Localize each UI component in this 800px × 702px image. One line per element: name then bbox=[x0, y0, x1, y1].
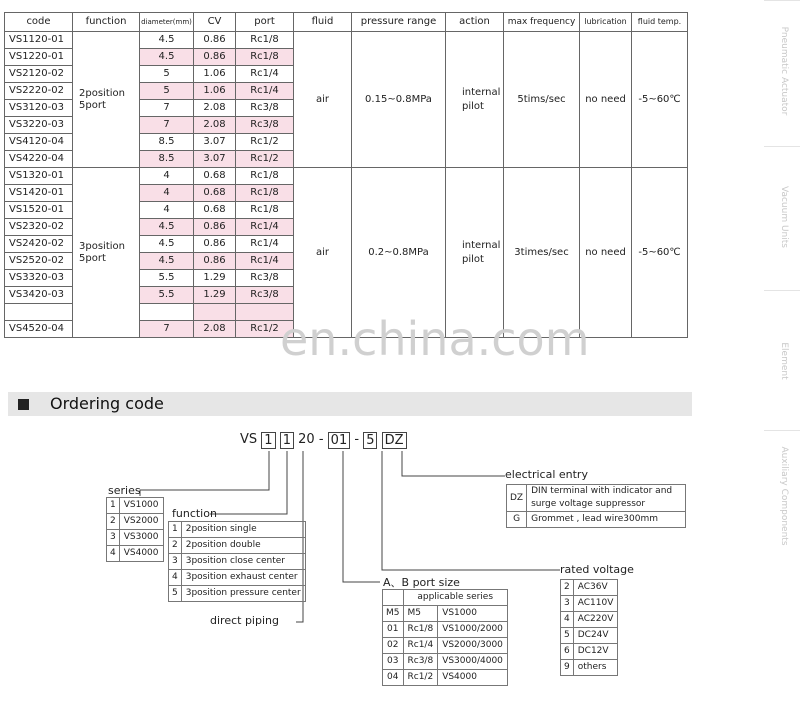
electrical-entry-table bbox=[506, 484, 686, 528]
option-code: 4 bbox=[169, 570, 182, 586]
cell-code: VS1120-01 bbox=[5, 32, 73, 49]
cell-port: Rc1/8 bbox=[236, 202, 294, 219]
port-size-label: A、B port size bbox=[383, 576, 460, 589]
cell-diameter: 8.5 bbox=[140, 151, 194, 168]
cell-cv: 3.07 bbox=[194, 134, 236, 151]
series-row bbox=[107, 530, 164, 546]
option-code: 04 bbox=[383, 670, 404, 686]
port-size-row bbox=[383, 670, 508, 686]
header-code: code bbox=[5, 13, 73, 32]
cell-code: VS2520-02 bbox=[5, 253, 73, 270]
option-value: VS4000 bbox=[119, 546, 163, 562]
function-row bbox=[169, 538, 306, 554]
option-value: 3position exhaust center bbox=[181, 570, 305, 586]
series-table bbox=[106, 497, 164, 562]
cell-cv: 1.06 bbox=[194, 66, 236, 83]
cell-port: Rc3/8 bbox=[236, 100, 294, 117]
option-value: 3position pressure center bbox=[181, 586, 305, 602]
header-fluid: fluid bbox=[294, 13, 352, 32]
option-value: Rc1/8 bbox=[403, 622, 438, 638]
option-code: 01 bbox=[383, 622, 404, 638]
cell-port: Rc3/8 bbox=[236, 270, 294, 287]
option-value: VS1000 bbox=[119, 498, 163, 514]
series-label: series bbox=[108, 484, 141, 497]
cell-code: VS2220-02 bbox=[5, 83, 73, 100]
cell-diameter: 7 bbox=[140, 100, 194, 117]
header-cv: CV bbox=[194, 13, 236, 32]
option-value: others bbox=[573, 660, 618, 676]
cell-action: internal pilot bbox=[446, 168, 504, 338]
option-value: 3position close center bbox=[181, 554, 305, 570]
function-row bbox=[169, 554, 306, 570]
option-value: VS3000/4000 bbox=[438, 654, 508, 670]
cell-code: VS1320-01 bbox=[5, 168, 73, 185]
option-value: AC110V bbox=[573, 596, 618, 612]
header-port: port bbox=[236, 13, 294, 32]
code-series-box: 1 bbox=[261, 432, 275, 449]
option-code: 3 bbox=[561, 596, 574, 612]
cell-diameter: 4.5 bbox=[140, 219, 194, 236]
voltage-row bbox=[561, 644, 618, 660]
cell-diameter: 5 bbox=[140, 66, 194, 83]
cell-cv: 0.86 bbox=[194, 236, 236, 253]
option-value: Rc1/2 bbox=[403, 670, 438, 686]
cell-diameter: 7 bbox=[140, 117, 194, 134]
cell-cv: 0.86 bbox=[194, 253, 236, 270]
option-value: VS4000 bbox=[438, 670, 508, 686]
cell-diameter: 4 bbox=[140, 168, 194, 185]
cell-pressure: 0.15~0.8MPa bbox=[352, 32, 446, 168]
code-port-box: 01 bbox=[328, 432, 351, 449]
code-piping: 20 bbox=[298, 432, 315, 447]
option-code: 6 bbox=[561, 644, 574, 660]
option-code: 02 bbox=[383, 638, 404, 654]
cell-lubrication: no need bbox=[580, 168, 632, 338]
header-function: function bbox=[73, 13, 140, 32]
option-value: 2position double bbox=[181, 538, 305, 554]
cell-code: VS2420-02 bbox=[5, 236, 73, 253]
option-value: Rc1/4 bbox=[403, 638, 438, 654]
port-size-row bbox=[383, 638, 508, 654]
code-dash-2: - bbox=[354, 432, 360, 447]
option-code: 2 bbox=[169, 538, 182, 554]
table-header-row bbox=[383, 590, 508, 606]
side-tab-label: Vacuum Units bbox=[779, 186, 789, 248]
cell-code: VS2120-02 bbox=[5, 66, 73, 83]
option-value: DC12V bbox=[573, 644, 618, 660]
cell-diameter: 5.5 bbox=[140, 287, 194, 304]
watermark: en.china.com bbox=[280, 312, 590, 366]
series-row bbox=[107, 514, 164, 530]
voltage-row bbox=[561, 660, 618, 676]
option-value: VS3000 bbox=[119, 530, 163, 546]
cell-frequency: 5tims/sec bbox=[504, 32, 580, 168]
cell-cv: 0.86 bbox=[194, 32, 236, 49]
option-code: M5 bbox=[383, 606, 404, 622]
option-code: G bbox=[507, 512, 527, 528]
cell-port: Rc1/2 bbox=[236, 151, 294, 168]
cell-diameter: 8.5 bbox=[140, 134, 194, 151]
cell-port: Rc3/8 bbox=[236, 287, 294, 304]
voltage-row bbox=[561, 612, 618, 628]
electrical-entry-label: electrical entry bbox=[505, 468, 588, 481]
option-value: VS1000 bbox=[438, 606, 508, 622]
cell-code: VS4520-04 bbox=[5, 321, 73, 338]
cell-lubrication: no need bbox=[580, 32, 632, 168]
electrical-row bbox=[507, 512, 686, 528]
cell-fluid: air bbox=[294, 32, 352, 168]
option-code: 4 bbox=[561, 612, 574, 628]
cell-port: Rc1/4 bbox=[236, 253, 294, 270]
cell-code: VS4220-04 bbox=[5, 151, 73, 168]
cell-code: VS3120-03 bbox=[5, 100, 73, 117]
option-code: 1 bbox=[107, 498, 120, 514]
option-code: 5 bbox=[561, 628, 574, 644]
cell-function: 2position 5port bbox=[73, 32, 140, 168]
cell-cv: 2.08 bbox=[194, 100, 236, 117]
cell-port: Rc1/4 bbox=[236, 83, 294, 100]
option-code: 2 bbox=[561, 580, 574, 596]
option-code: 03 bbox=[383, 654, 404, 670]
cell-action: internal pilot bbox=[446, 32, 504, 168]
option-code: 9 bbox=[561, 660, 574, 676]
port-size-row bbox=[383, 622, 508, 638]
option-value: AC220V bbox=[573, 612, 618, 628]
direct-piping-label: direct piping bbox=[210, 614, 279, 627]
cell-function: 3position 5port bbox=[73, 168, 140, 338]
side-tab-label: Auxiliary Components bbox=[779, 446, 789, 546]
header-pressure: pressure range bbox=[352, 13, 446, 32]
cell-port: Rc1/8 bbox=[236, 168, 294, 185]
code-function-box: 1 bbox=[280, 432, 294, 449]
cell-diameter: 5.5 bbox=[140, 270, 194, 287]
cell-code: VS2320-02 bbox=[5, 219, 73, 236]
ordering-code-title: Ordering code bbox=[50, 394, 164, 413]
function-row bbox=[169, 522, 306, 538]
electrical-row bbox=[507, 485, 686, 512]
cell-diameter: 4.5 bbox=[140, 49, 194, 66]
side-tab-label: Element bbox=[779, 342, 789, 380]
option-code: 2 bbox=[107, 514, 120, 530]
cell-code: VS1420-01 bbox=[5, 185, 73, 202]
cell-port: Rc1/4 bbox=[236, 219, 294, 236]
port-size-row bbox=[383, 654, 508, 670]
cell-diameter: 5 bbox=[140, 83, 194, 100]
option-value: AC36V bbox=[573, 580, 618, 596]
cell-diameter: 4 bbox=[140, 185, 194, 202]
rated-voltage-table bbox=[560, 579, 618, 676]
cell-cv: 0.68 bbox=[194, 185, 236, 202]
option-value: Grommet , lead wire300mm bbox=[527, 512, 686, 528]
function-row bbox=[169, 586, 306, 602]
function-row bbox=[169, 570, 306, 586]
side-tab-label: Pneumatic Actuator bbox=[779, 26, 789, 116]
function-label: function bbox=[172, 507, 217, 520]
header-applicable-series: applicable series bbox=[403, 590, 507, 606]
option-value: M5 bbox=[403, 606, 438, 622]
header-action: action bbox=[446, 13, 504, 32]
cell-code: VS3220-03 bbox=[5, 117, 73, 134]
cell-temp: -5~60℃ bbox=[632, 32, 688, 168]
cell-code: VS1220-01 bbox=[5, 49, 73, 66]
cell-code: VS3320-03 bbox=[5, 270, 73, 287]
cell-code: VS4120-04 bbox=[5, 134, 73, 151]
cell-port: Rc1/4 bbox=[236, 236, 294, 253]
option-value: VS2000 bbox=[119, 514, 163, 530]
option-value: DIN terminal with indicator and surge voltage suppressor bbox=[527, 485, 686, 512]
cell-cv: 1.29 bbox=[194, 270, 236, 287]
rated-voltage-label: rated voltage bbox=[560, 563, 634, 576]
option-code: 3 bbox=[107, 530, 120, 546]
code-electrical-box: DZ bbox=[382, 432, 407, 449]
cell-port: Rc1/8 bbox=[236, 32, 294, 49]
series-row bbox=[107, 498, 164, 514]
cell-cv: 0.68 bbox=[194, 168, 236, 185]
cell-cv: 2.08 bbox=[194, 321, 236, 338]
header-diameter: diameter(mm) bbox=[140, 13, 194, 32]
cell-pressure: 0.2~0.8MPa bbox=[352, 168, 446, 338]
header-frequency: max frequency bbox=[504, 13, 580, 32]
option-code: 5 bbox=[169, 586, 182, 602]
cell-diameter: 4 bbox=[140, 202, 194, 219]
cell-diameter: 7 bbox=[140, 321, 194, 338]
option-code: 1 bbox=[169, 522, 182, 538]
cell-port: Rc1/2 bbox=[236, 134, 294, 151]
voltage-row bbox=[561, 580, 618, 596]
cell-port: Rc3/8 bbox=[236, 117, 294, 134]
cell-code: VS1520-01 bbox=[5, 202, 73, 219]
option-code: 3 bbox=[169, 554, 182, 570]
cell-fluid: air bbox=[294, 168, 352, 338]
code-prefix: VS bbox=[240, 432, 258, 447]
function-table bbox=[168, 521, 306, 602]
cell-port: Rc1/8 bbox=[236, 185, 294, 202]
cell-cv: 1.06 bbox=[194, 83, 236, 100]
cell-cv: 0.86 bbox=[194, 49, 236, 66]
cell-cv: 1.29 bbox=[194, 287, 236, 304]
code-dash-1: - bbox=[318, 432, 324, 447]
cell-port: Rc1/8 bbox=[236, 49, 294, 66]
option-code: DZ bbox=[507, 485, 527, 512]
cell-port: Rc1/4 bbox=[236, 66, 294, 83]
cell-cv: 0.86 bbox=[194, 219, 236, 236]
cell-code: VS3420-03 bbox=[5, 287, 73, 304]
option-value: VS1000/2000 bbox=[438, 622, 508, 638]
cell-frequency: 3times/sec bbox=[504, 168, 580, 338]
cell-diameter: 4.5 bbox=[140, 32, 194, 49]
voltage-row bbox=[561, 628, 618, 644]
series-row bbox=[107, 546, 164, 562]
cell-cv: 2.08 bbox=[194, 117, 236, 134]
option-code: 4 bbox=[107, 546, 120, 562]
cell-cv: 0.68 bbox=[194, 202, 236, 219]
option-value: 2position single bbox=[181, 522, 305, 538]
port-size-table bbox=[382, 589, 508, 686]
header-temp: fluid temp. bbox=[632, 13, 688, 32]
cell-diameter: 4.5 bbox=[140, 253, 194, 270]
cell-cv: 3.07 bbox=[194, 151, 236, 168]
header-blank bbox=[383, 590, 404, 606]
port-size-row bbox=[383, 606, 508, 622]
voltage-row bbox=[561, 596, 618, 612]
header-lubrication: lubrication bbox=[580, 13, 632, 32]
cell-temp: -5~60℃ bbox=[632, 168, 688, 338]
cell-port: Rc1/2 bbox=[236, 321, 294, 338]
option-value: DC24V bbox=[573, 628, 618, 644]
option-value: Rc3/8 bbox=[403, 654, 438, 670]
code-voltage-box: 5 bbox=[363, 432, 377, 449]
option-value: VS2000/3000 bbox=[438, 638, 508, 654]
cell-diameter: 4.5 bbox=[140, 236, 194, 253]
